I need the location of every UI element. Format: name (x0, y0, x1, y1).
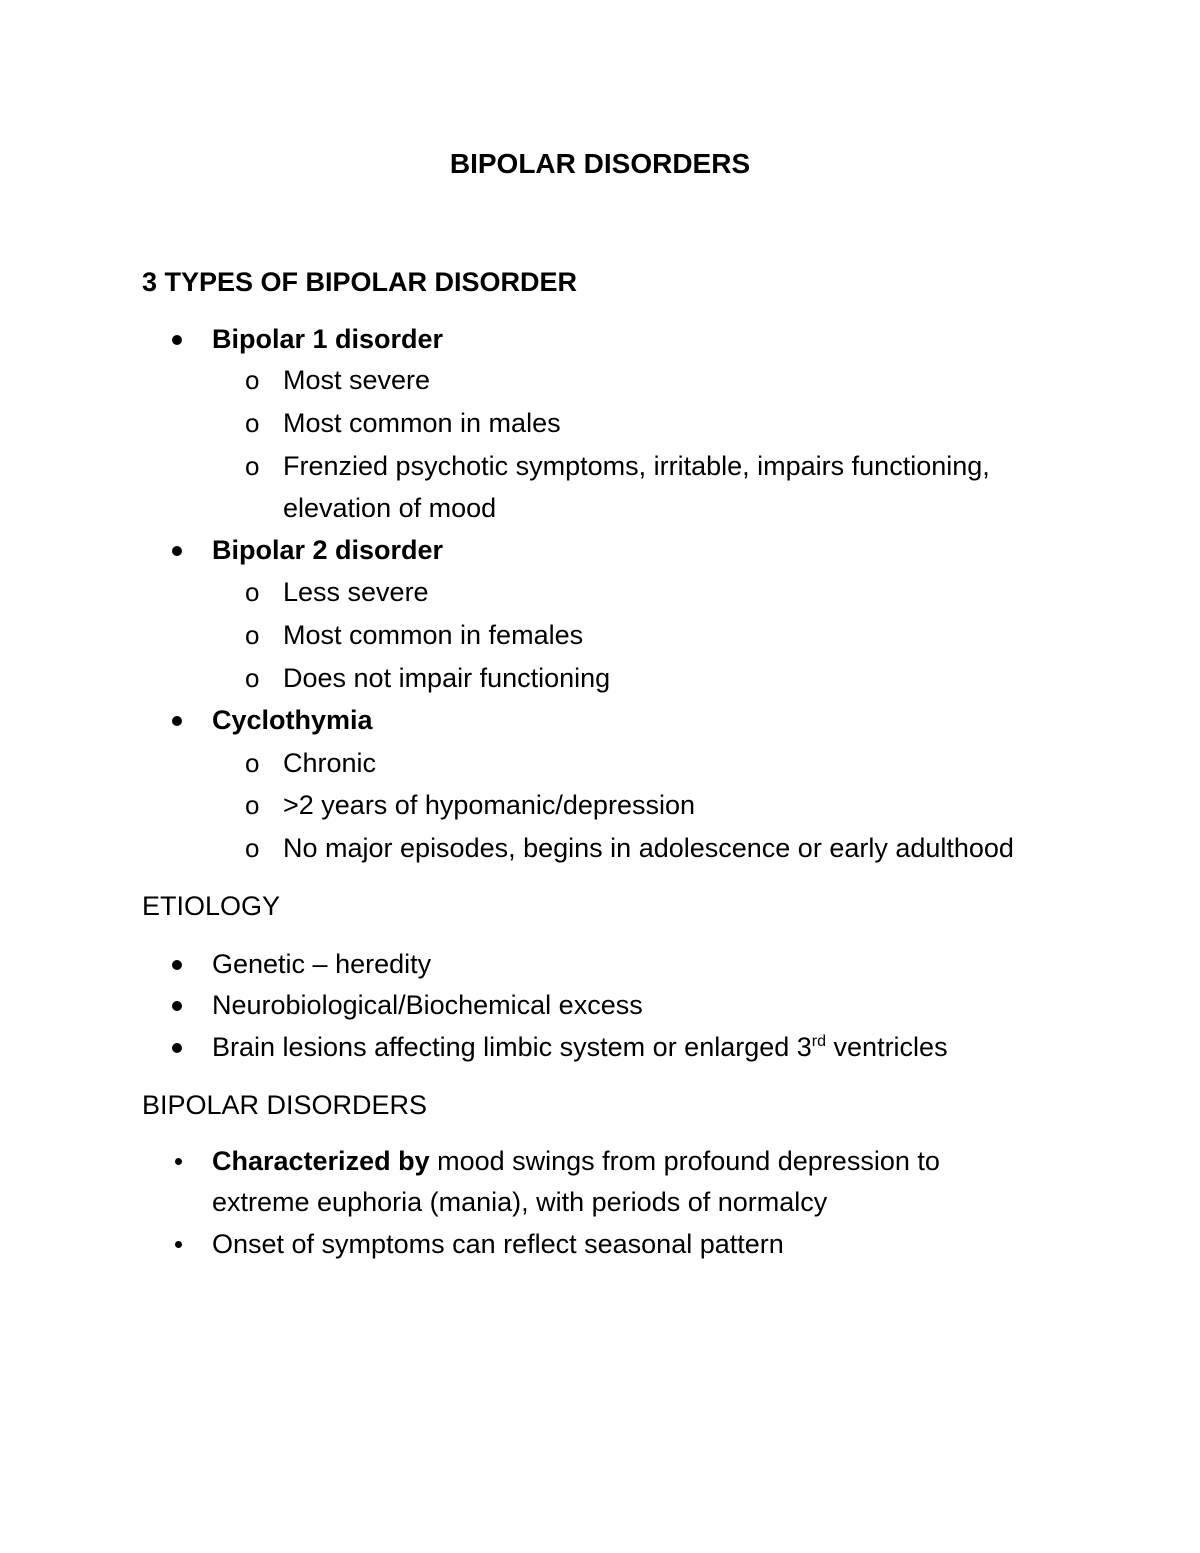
point-text: Does not impair functioning (283, 663, 611, 693)
circle-bullet-icon: o (245, 365, 260, 395)
bullet-icon (172, 960, 182, 970)
point-text: No major episodes, begins in adolescence or early adulthood (283, 833, 1014, 863)
point-text: Frenzied psychotic symptoms, irritable, impairs functioning, (283, 451, 990, 481)
bullet-icon (175, 1241, 182, 1248)
bullet-icon (172, 546, 182, 556)
item-text (212, 1029, 948, 1065)
circle-bullet-icon: o (245, 833, 260, 863)
bold-lead-text: Characterized by (212, 1146, 430, 1176)
circle-bullet-icon: o (245, 577, 260, 607)
circle-bullet-icon: o (245, 790, 260, 820)
point-text: Most severe (283, 365, 431, 395)
bipolar-heading: BIPOLAR DISORDERS (142, 1090, 428, 1120)
point-text: elevation of mood (283, 493, 497, 523)
circle-bullet-icon: o (245, 620, 260, 650)
item-text: Neurobiological/Biochemical excess (212, 990, 643, 1020)
circle-bullet-icon: o (245, 663, 260, 693)
item-text (212, 1143, 940, 1179)
item-text-main: Brain lesions affecting limbic system or enlarged 3 (212, 1032, 812, 1062)
item-text-rest: mood swings from profound depression to (429, 1146, 940, 1176)
type-label: Cyclothymia (212, 705, 373, 735)
type-label: Bipolar 2 disorder (212, 535, 444, 565)
point-text: Chronic (283, 748, 377, 778)
circle-bullet-icon: o (245, 451, 260, 481)
bullet-icon (172, 716, 182, 726)
type-label: Bipolar 1 disorder (212, 324, 444, 354)
bullet-icon (172, 1043, 182, 1053)
point-text: Less severe (283, 577, 429, 607)
bullet-icon (172, 1001, 182, 1011)
circle-bullet-icon: o (245, 408, 260, 438)
point-text: >2 years of hypomanic/depression (283, 790, 695, 820)
point-text: Most common in females (283, 620, 584, 650)
types-heading: 3 TYPES OF BIPOLAR DISORDER (142, 267, 578, 297)
circle-bullet-icon: o (245, 748, 260, 778)
page-title: BIPOLAR DISORDERS (449, 148, 751, 179)
bullet-icon (175, 1158, 182, 1165)
point-text: Most common in males (283, 408, 561, 438)
bullet-icon (172, 335, 182, 345)
item-text: Genetic – heredity (212, 949, 432, 979)
item-text: extreme euphoria (mania), with periods of normalcy (212, 1187, 828, 1217)
item-text: Onset of symptoms can reflect seasonal pattern (212, 1229, 784, 1259)
item-text-tail: ventricles (826, 1032, 948, 1062)
superscript-text: rd (811, 1033, 827, 1050)
etiology-heading: ETIOLOGY (142, 891, 281, 921)
